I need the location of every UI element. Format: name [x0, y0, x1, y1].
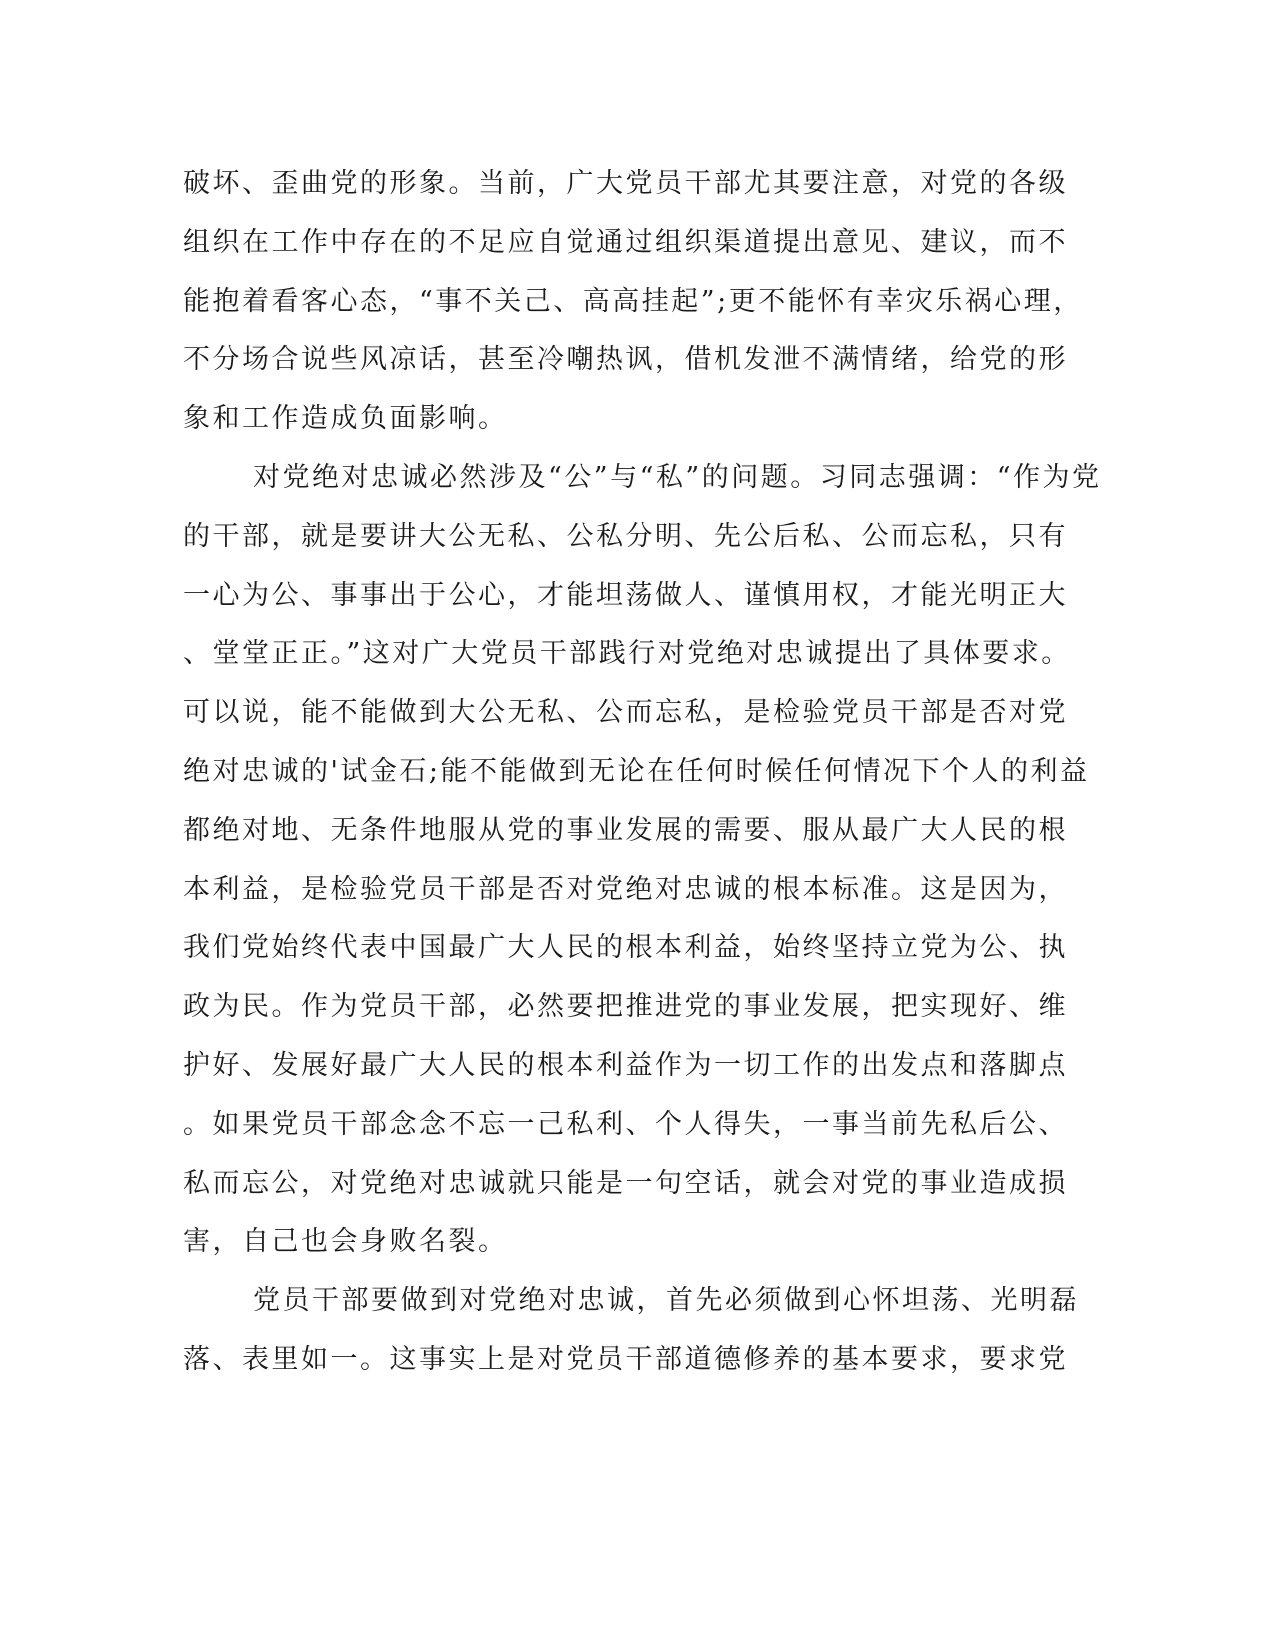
text-line: 不分场合说些风凉话，甚至冷嘲热讽，借机发泄不满情绪，给党的形 [183, 344, 1068, 376]
text-line: 可以说，能不能做到大公无私、公而忘私，是检验党员干部是否对党 [183, 697, 1068, 729]
text-line: 。如果党员干部念念不忘一己私利、个人得失，一事当前先私后公、 [183, 1108, 1068, 1140]
text-line: 我们党始终代表中国最广大人民的根本利益，始终坚持立党为公、执 [183, 932, 1068, 964]
text-line: 都绝对地、无条件地服从党的事业发展的需要、服从最广大人民的根 [183, 814, 1068, 846]
text-line: 的干部，就是要讲大公无私、公私分明、先公后私、公而忘私，只有 [183, 520, 1068, 552]
text-line: 破坏、歪曲党的形象。当前，广大党员干部尤其要注意，对党的各级 [183, 168, 1068, 199]
text-line: 害，自己也会身败名裂。 [183, 1226, 508, 1258]
text-line: 本利益，是检验党员干部是否对党绝对忠诚的根本标准。这是因为， [183, 873, 1068, 905]
text-line: 一心为公、事事出于公心，才能坦荡做人、谨慎用权，才能光明正大 [183, 579, 1068, 611]
text-line: 政为民。作为党员干部，必然要把推进党的事业发展，把实现好、维 [183, 991, 1068, 1023]
paragraph-first-line: 对党绝对忠诚必然涉及“公”与“私”的问题。习同志强调：“作为党 [253, 461, 1102, 493]
paragraph-first-line: 党员干部要做到对党绝对忠诚，首先必须做到心怀坦荡、光明磊 [253, 1285, 1079, 1317]
text-line: 组织在工作中存在的不足应自觉通过组织渠道提出意见、建议，而不 [183, 226, 1068, 258]
text-line: 、堂堂正正。”这对广大党员干部践行对党绝对忠诚提出了具体要求。 [183, 638, 1071, 670]
body-text [183, 155, 1102, 1390]
text-line: 落、表里如一。这事实上是对党员干部道德修养的基本要求，要求党 [183, 1343, 1068, 1375]
text-line: 象和工作造成负面影响。 [183, 403, 508, 435]
text-line: 护好、发展好最广大人民的根本利益作为一切工作的出发点和落脚点 [183, 1049, 1068, 1081]
text-line: 绝对忠诚的'试金石;能不能做到无论在任何时候任何情况下个人的利益 [183, 755, 1090, 787]
text-line: 能抱着看客心态，“事不关己、高高挂起”;更不能怀有幸灾乐祸心理， [183, 285, 1083, 317]
text-line: 私而忘公，对党绝对忠诚就只能是一句空话，就会对党的事业造成损 [183, 1167, 1068, 1199]
